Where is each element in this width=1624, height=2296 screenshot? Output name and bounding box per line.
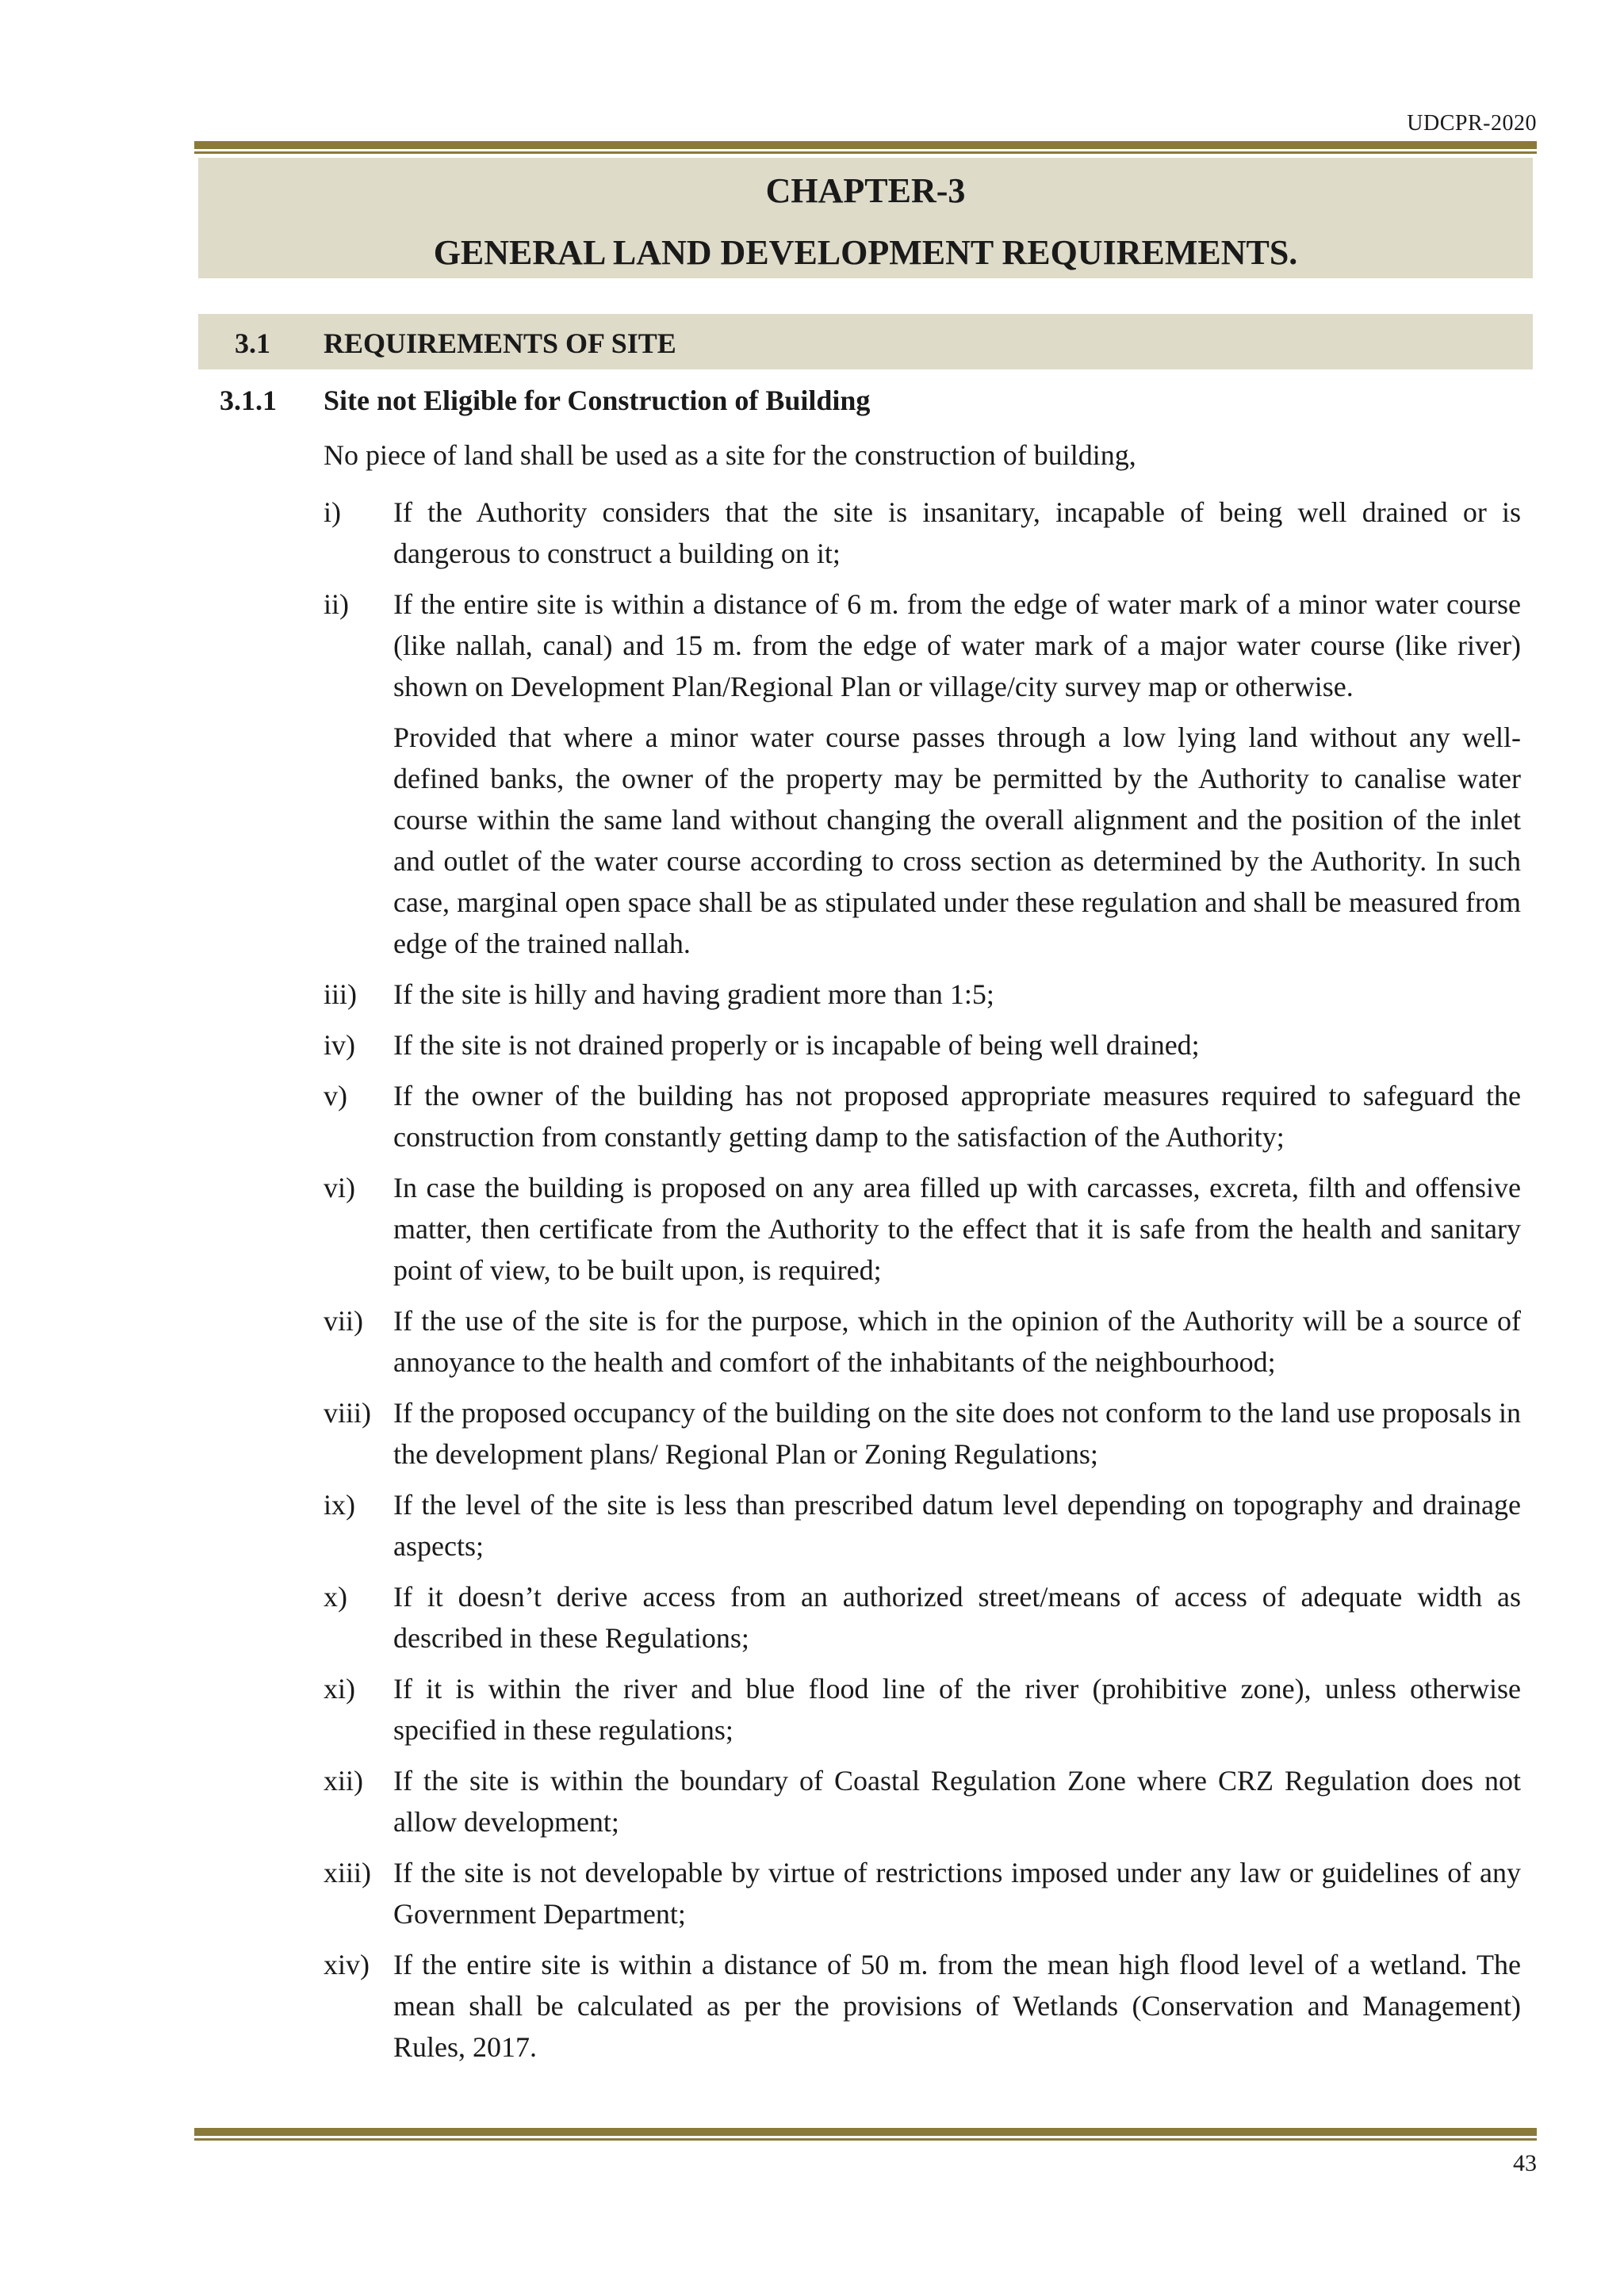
bottom-rule (194, 2128, 1537, 2141)
list-item (324, 1668, 1521, 1751)
item-text: If the level of the site is less than prescribed datum level depending on topography and drainage aspects; (393, 1489, 1521, 1562)
document-code: UDCPR-2020 (1407, 111, 1537, 136)
subsection-title: Site not Eligible for Construction of Building (324, 385, 871, 416)
list-item (324, 974, 1521, 1015)
list-item (324, 1075, 1521, 1158)
list-item (324, 1944, 1521, 2068)
list-item (324, 1576, 1521, 1659)
chapter-title: CHAPTER-3 (765, 171, 966, 210)
item-text: If the entire site is within a distance of 6 m. from the edge of water mark of a minor water course (like nallah, canal) and 15 m. from the edge of water mark of a major water course (like river) shown on Development Plan/Regional Plan or village/city survey map or otherwise. (393, 588, 1521, 702)
item-text: If it is within the river and blue flood line of the river (prohibitive zone), unless otherwise specified in these regulations; (393, 1673, 1521, 1746)
proviso-paragraph: Provided that where a minor water course passes through a low lying land without any well-defined banks, the owner of the property may be permitted by the Authority to canalise water course within the same land without changing the overall alignment and the position of the inlet and outlet of the water course according to cross section as determined by the Authority. In such case, marginal open space shall be as stipulated under these regulation and shall be measured from edge of the trained nallah. (393, 721, 1521, 959)
item-number: xii) (324, 1765, 363, 1797)
section-title: REQUIREMENTS OF SITE (324, 327, 676, 359)
chapter-subtitle: GENERAL LAND DEVELOPMENT REQUIREMENTS. (433, 233, 1298, 272)
item-text: If the owner of the building has not proposed appropriate measures required to safeguard the construction from constantly getting damp to the satisfaction of the Authority; (393, 1080, 1521, 1153)
item-number: ii) (324, 588, 349, 620)
item-number: i) (324, 496, 341, 528)
item-text: If the site is not drained properly or is incapable of being well drained; (393, 1029, 1200, 1061)
item-text: If the proposed occupancy of the building on the site does not conform to the land use proposals in the development plans/ Regional Plan or Zoning Regulations; (393, 1397, 1521, 1470)
list-item (324, 1852, 1521, 1934)
item-number: ix) (324, 1489, 355, 1521)
item-text: If the site is not developable by virtue of restrictions imposed under any law or guidelines of any Government Department; (393, 1857, 1521, 1930)
item-text: If the site is hilly and having gradient more than 1:5; (393, 978, 994, 1010)
section-number: 3.1 (235, 327, 270, 359)
list-item (324, 492, 1521, 574)
list-item (324, 1024, 1521, 1066)
list-item (324, 1392, 1521, 1475)
item-number: viii) (324, 1397, 371, 1429)
item-number: xi) (324, 1673, 355, 1705)
item-text: If the entire site is within a distance of 50 m. from the mean high flood level of a wetland. The mean shall be calculated as per the provisions of Wetlands (Conservation and Management) Rules, 2017. (393, 1949, 1521, 2063)
item-number: xiv) (324, 1949, 370, 1980)
item-number: v) (324, 1080, 347, 1112)
item-number: vii) (324, 1305, 363, 1337)
list-item (324, 1484, 1521, 1567)
item-number: iv) (324, 1029, 355, 1061)
item-text: If it doesn’t derive access from an authorized street/means of access of adequate width as described in these Regulations; (393, 1581, 1521, 1654)
list-item (324, 1300, 1521, 1383)
item-text: If the site is within the boundary of Coastal Regulation Zone where CRZ Regulation does not allow development; (393, 1765, 1521, 1838)
condition-list (324, 492, 1521, 2077)
list-item (324, 1760, 1521, 1843)
item-text: If the Authority considers that the site is insanitary, incapable of being well drained or is dangerous to construct a building on it; (393, 496, 1521, 569)
subsection-number: 3.1.1 (220, 385, 277, 416)
list-item (324, 584, 1521, 707)
chapter-heading-box (198, 158, 1533, 278)
item-text: If the use of the site is for the purpose, which in the opinion of the Authority will be a source of annoyance to the health and comfort of the inhabitants of the neighbourhood; (393, 1305, 1521, 1378)
subsection-heading (220, 384, 870, 417)
item-number: iii) (324, 978, 357, 1010)
top-rule (194, 141, 1537, 154)
section-heading (198, 314, 1533, 369)
item-text: In case the building is proposed on any area filled up with carcasses, excreta, filth and offensive matter, then certificate from the Authority to the effect that it is safe from the health and sanitary point of view, to be built upon, is required; (393, 1172, 1521, 1286)
intro-paragraph: No piece of land shall be used as a site for the construction of building, (324, 439, 1136, 471)
page-number: 43 (1513, 2150, 1537, 2176)
item-number: xiii) (324, 1857, 371, 1888)
item-number: x) (324, 1581, 347, 1613)
item-number: vi) (324, 1172, 355, 1203)
list-item (324, 1167, 1521, 1291)
